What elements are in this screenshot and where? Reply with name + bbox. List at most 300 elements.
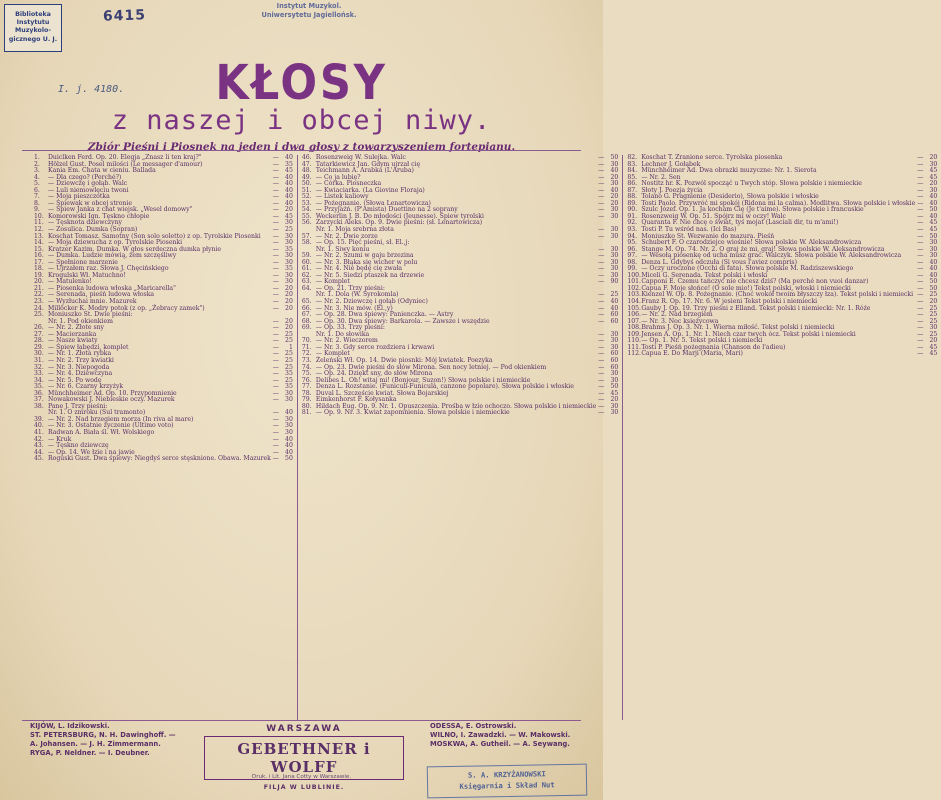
entry-dash: — [917,173,924,181]
entry-title: — Nr. 5. Po wodę [48,376,102,384]
entry-title: — Tęsknota dziewczyny [48,219,123,227]
handwritten-note: I. j. 4180. [58,84,125,95]
entry-price: 30 [929,252,938,260]
library-stamp-line: Instytutu [16,19,50,27]
entry-title: — Nr. 3. Gdy serce rozdziera i krwawi [315,343,435,351]
entry-number: 108. [627,324,641,332]
entry-number: 58. [301,239,312,247]
entry-number: 73. [301,356,312,364]
entry-number: 105. [627,304,641,312]
entry-dash: — [598,330,605,338]
entry-title: Weckerlin J. B. Do młodości (Jeunesse). Śpiew tyrolski [315,212,484,220]
collection-description: Zbiór Pieśni i Piosnek na jeden i dwa głosy z towarzyszeniem fortepianu. [87,141,516,153]
entry-title: Stange M. Op. 74. Nr. 2. O graj że mi, graj! Słowa polskie W. Aleksandrowicza [641,245,885,253]
entry-title: — Śpiew Janka z chat wiejsk. „Wesel domowy" [48,206,193,214]
entry-price: 30 [285,396,293,404]
entry-title: — Nr. 4. Nie będę cię zwała [315,265,403,273]
entry-number: 88. [627,193,638,201]
entry-price: 60 [610,350,619,358]
entry-dash: — [598,376,605,384]
entry-number: 4. [34,173,40,181]
entry-number: 21. [34,284,44,292]
entry-number: 111. [627,343,641,351]
entry-dash: — [917,350,924,358]
entry-title: Komorowski Ign. Tęskno chłopie [48,212,150,220]
entry-title: Kratzer Kazim. Dumka. W głos serdeczna dumka płynie [48,245,222,253]
entry-price: 30 [610,226,619,234]
entry-number: 38. [34,402,44,410]
entry-dash: — [917,311,924,319]
entry-number: 56. [301,219,312,227]
entry-number: 55. [301,212,312,220]
entry-number: 26. [34,324,44,332]
entry-title: — Nr. 2. Sen [641,173,681,181]
divider [22,720,581,721]
entry-dash: — [598,226,605,234]
entry-price: 35 [285,383,293,391]
entry-number: 37. [34,396,44,404]
entry-title: — Nr. 6. Czarny krzyżyk [48,383,124,391]
entry-dash: — [917,160,924,168]
entry-dash: — [272,435,279,443]
entry-number: 69. [301,324,312,332]
entry-title: — Op. 1. Nr. 5. Tekst polski i niemiecki [641,337,763,345]
entry-number: 48. [301,167,312,175]
entry-number: 70. [301,337,312,345]
entry-price: 50 [929,278,938,286]
entry-title: — Nr. 2. Szumi w gaju brzezina [315,252,414,260]
entry-dash: — [272,258,279,266]
entry-price: 30 [610,206,619,214]
entry-price: 30 [285,258,293,266]
entry-title: — Wyzłuchai mnie. Mazurek [48,298,137,306]
entry-dash: — [917,330,924,338]
entry-price: 20 [285,324,293,332]
entry-price: 30 [285,271,293,279]
entry-price: 20 [929,180,938,188]
entry-price: 20 [610,193,619,201]
entry-title: — Nasze kwiaty [48,337,98,345]
entry-price: 30 [285,389,293,397]
entry-dash: — [917,245,924,253]
entry-number: 112. [627,350,641,358]
entry-number: 13. [34,232,44,240]
entry-title: — Op. 28. Dwa śpiewy: Panienczka. — Astry [315,311,454,319]
entry-title: Nr. 1. O zmroku (Sul tramonto) [48,409,146,417]
entry-title: — Nr. 2. Trzy kwiatki [48,356,114,364]
entry-price: 25 [285,376,293,384]
entry-price: 40 [929,265,938,273]
entry-number: 85. [627,173,638,181]
entry-title: — Nr. 2. Dwie zorze [315,232,378,240]
entry-dash: — [272,396,279,404]
entry-title: — Matulenko! [48,278,92,286]
entry-price: 25 [929,330,938,338]
entry-title: — Moja dziewucha z op. Tyrolskie Piosenki [48,239,183,247]
entry-number: 66. [301,304,312,312]
entry-number: 45. [34,455,44,463]
entry-title: Nr. 1. Do słowika [315,330,370,338]
entry-title: — Dziewczę i gołąb. Walc [48,180,128,188]
entry-price: 30 [610,232,619,240]
entry-number: 106. [627,311,641,319]
entry-title: Koschat Tomasz. Samotny (Son solo soletto) z op. Tyrolskie Piosenki [48,232,261,240]
entry-number: 75. [301,370,312,378]
entry-price: 30 [610,376,619,384]
entry-title: Franz R. Op. 17. Nr. 6. W jesieni Tekst polski i niemiecki [641,298,818,306]
entry-dash: — [598,350,605,358]
entry-price: 30 [610,212,619,220]
entry-title: — Luli niemowlęciu twoni [48,186,129,194]
entry-dash: — [598,186,605,194]
entry-number: 103. [627,291,641,299]
entry-number: 94. [627,232,638,240]
entry-dash: — [598,278,605,286]
entry-title: Teichmann A. Arabka (L'Aruba) [315,167,414,175]
entry-number: 80. [301,402,312,410]
entry-price: 1 [288,343,293,351]
entry-title: — Nr. 3. Błąka się wicher w polu [315,258,418,266]
entry-dash: — [598,337,605,345]
entry-number: 68. [301,317,312,325]
entry-number: 101. [627,278,641,286]
entry-dash: — [917,298,924,306]
entry-dash: — [598,311,605,319]
entry-dash: — [272,298,279,306]
entry-title: Moniuszko St. Dwie pieśni: [48,311,133,319]
entry-number: 17. [34,258,44,266]
entry-price: 45 [929,226,938,234]
entry-dash: — [272,232,279,240]
agent-line: KIJÓW, L. Idzikowski. [30,722,110,730]
inventory-number: 6415 [102,7,147,25]
entry-title: — Komplet [315,278,350,286]
entry-dash: — [272,167,279,175]
entry-title: Capua E. Do Marji (Maria, Mari) [641,350,743,358]
entry-number: 79. [301,396,312,404]
entry-title: — Dla czego? (Perché?) [48,173,122,181]
entry-dash: — [272,337,279,345]
entry-price: 20 [929,298,938,306]
entry-price: 30 [610,180,619,188]
entry-price: 30 [285,239,293,247]
entry-dash: — [598,291,605,299]
entry-title: Capponi E. Czemu tańczyć nie chcesz dziś? (Ma perché non vuoi danzar) [641,278,869,286]
entry-title: Brahms J. Op. 3. Nr. 1. Wierna miłość. Tekst polski i niemiecki [641,324,835,332]
entry-title: — Nr. 2. Wieczorem [315,337,378,345]
entry-dash: — [917,212,924,220]
entry-dash: — [272,428,279,436]
entry-title: — Spełnione marzenie [48,258,118,266]
entry-number: 93. [627,226,638,234]
entry-price: 20 [929,337,938,345]
entry-number: 20. [34,278,44,286]
entry-number: 9. [34,206,40,214]
entry-title: — Przyjaźń. (P'Amista) Duettino na 2 soprany [315,206,458,214]
entry-number: 12. [34,226,44,234]
entry-price: 40 [285,409,293,417]
entry-number: 99. [627,265,638,273]
entry-number: 87. [627,186,638,194]
entry-price: 20 [285,304,293,312]
entry-dash: — [917,219,924,227]
entry-number: 41. [34,428,44,436]
entry-number: 34. [34,376,44,384]
entry-number: 64. [301,284,312,292]
entry-price: 90 [610,278,619,286]
entry-number: 33. [34,370,44,378]
entry-title: — Nr. 3. Noc księżycowa [641,317,719,325]
entry-dash: — [598,383,605,391]
entry-number: 91. [627,212,638,220]
entry-title: Żeleński Wł. Op. 14. Dwie piosnki: Mój kwiatek. Poezyka [315,356,493,364]
entry-dash: — [272,271,279,279]
entry-dash: — [598,212,605,220]
entry-dash: — [272,422,279,430]
entry-price: 60 [610,317,619,325]
entry-title: Tatarkiewicz Jan. Gdym ujrzał cię [315,160,421,168]
entry-title: Quaranta F. Nie chcę o świat, tyś mojat (Lasciali dir, tu m'ami!) [641,219,839,227]
entry-number: 102. [627,284,641,292]
entry-number: 7. [34,193,40,201]
entry-number: 97. [627,252,638,260]
entry-price: 30 [929,245,938,253]
entry-number: 40. [34,422,44,430]
entry-dash: — [917,186,924,194]
entry-title: Gauby J. Op. 19. Trzy pieśni z Elland. Tekst polski i niemiecki: Nr. 1. Róże [641,304,871,312]
entry-dash: — [272,415,279,423]
entry-title: Pane J. Trzy pieśni: [48,402,108,410]
entry-price: 30 [929,324,938,332]
entry-dash: — [598,173,605,181]
entry-title: — Córka. Piosneczka [315,180,382,188]
entry-number: 6. [34,186,40,194]
entry-title: — Op. 23. Dwie pieśni do słów Mirona. Sen nocy letniej. — Pod okienkiem [315,363,547,371]
entry-price: 30 [929,239,938,247]
entry-number: 51. [301,186,312,194]
entry-dash: — [598,193,605,201]
entry-title: Radwan A. Biała śl. Wł. Wolskiego [48,428,155,436]
entry-number: 1. [34,154,40,161]
library-stamp [4,4,62,52]
entry-price: 40 [929,193,938,201]
entry-dash: — [272,324,279,332]
entry-number: 11. [34,219,44,227]
page-title: KŁOSY [215,55,388,111]
entry-title: Denza L. Gdybyś odczuła (Si vous l'aviez compris) [641,258,797,266]
entry-number: 65. [301,298,312,306]
entry-price: 30 [285,219,293,227]
entry-title: Koschat T. Zranione serce. Tyrolska piosenka [641,154,783,161]
entry-number: 35. [34,383,44,391]
entry-title: Hildach Eug. Op. 9. Nr. 1. Opuszczenia. Prośba w łzie ochoczo. Słowa polskie i niemieckie [315,402,597,410]
entry-price: 30 [285,428,293,436]
entry-dash: — [917,337,924,345]
entry-price: 60 [610,363,619,371]
entry-dash: — [598,363,605,371]
entry-price: 45 [929,350,938,358]
entry-number: 29. [34,343,44,351]
catalog-entry [627,351,937,358]
entry-number: 77. [301,383,312,391]
entry-dash: — [917,199,924,207]
entry-title: Nr. 1. Siwy koniu [315,245,370,253]
entry-price: 30 [610,409,619,417]
entry-dash: — [272,206,279,214]
entry-number: 36. [34,389,44,397]
entry-price: 30 [285,252,293,260]
entry-dash: — [598,356,605,364]
entry-dash: — [917,252,924,260]
entry-dash: — [598,258,605,266]
entry-price: 40 [285,173,293,181]
entry-dash: — [598,409,605,417]
entry-number: 107. [627,317,641,325]
entry-dash: — [917,239,924,247]
entry-price: 40 [929,199,938,207]
agents-right [430,722,578,749]
entry-price: 30 [610,160,619,168]
entry-price: 40 [929,212,938,220]
entry-price: 50 [610,154,619,161]
entry-price: 25 [285,226,293,234]
entry-number: 74. [301,363,312,371]
entry-dash: — [272,304,279,312]
entry-dash: — [917,167,924,175]
entry-number: 61. [301,265,312,273]
entry-dash: — [272,409,279,417]
entry-number: 63. [301,278,312,286]
entry-price: 20 [610,396,619,404]
entry-dash: — [272,343,279,351]
entry-dash: — [917,154,924,161]
entry-title: Słoty J. Poezja życia [641,186,703,194]
entry-price: 40 [285,193,293,201]
agent-line: MOSKWA, A. Gutheil. — A. Seywang. [430,740,570,748]
entry-title: — Nr. 2. Złote sny [48,324,105,332]
entry-price: 35 [285,160,293,168]
entry-title: — Komplet [315,350,350,358]
entry-title: Nr. 1. Dola (W. Syrokomla) [315,291,399,299]
entry-price: 30 [929,186,938,194]
entry-title: Rosenzweig W. Sulejka. Walc [315,154,406,161]
entry-title: — Nr. 4. Dziewczyna [48,370,113,378]
entry-number: 32. [34,363,44,371]
entry-title: — Pożegnanie. (Słowa Lenartowicza) [315,199,431,207]
entry-number: 43. [34,442,44,450]
entry-number: 109. [627,330,641,338]
publisher-name: GEBETHNER i WOLFF [204,736,404,780]
entry-price: 50 [285,455,293,463]
entry-price: 50 [610,383,619,391]
entry-price: 30 [610,271,619,279]
entry-number: 49. [301,173,312,181]
entry-dash: — [272,383,279,391]
entry-dash: — [917,271,924,279]
entry-price: 25 [285,356,293,364]
entry-price: 40 [610,186,619,194]
entry-title: — Op. 21. Trzy pieśni: [315,284,385,292]
entry-number: 84. [627,167,638,175]
entry-dash: — [917,284,924,292]
entry-price: 25 [285,350,293,358]
publisher-city: WARSZAWA [266,724,342,734]
entry-title: Szulc Józef. Op. 1. Ja kocham Cię (Je t'aime). Słowa polskie i francuskie [641,206,864,214]
entry-price: 45 [929,343,938,351]
entry-price: 30 [610,330,619,338]
entry-title: Nr. 1. Moja srebrna złota [315,226,394,234]
entry-number: 83. [627,160,638,168]
entry-number: 76. [301,376,312,384]
entry-title: — Nr. 2. Nad brzegiem morza (In riva al mare) [48,415,194,423]
entry-number: 60. [301,258,312,266]
entry-number: 92. [627,219,638,227]
entry-number: 3. [34,167,40,175]
entry-price: 40 [285,448,293,456]
entry-number: 16. [34,252,44,260]
entry-title: — Nr. 1. Złota rybka [48,350,112,358]
divider [22,150,581,151]
entry-title: Capua F. Moje słońce! (O sole mio!) Tekst polski, włoski i niemiecki [641,284,851,292]
entry-dash: — [272,180,279,188]
entry-price: 25 [929,304,938,312]
entry-title: — Oczy uroczone (Occhi di fata). Słowa polskie M. Radziszewskiego [641,265,854,273]
entry-price: 45 [929,219,938,227]
entry-dash: — [917,232,924,240]
entry-dash: — [272,291,279,299]
entry-dash: — [917,193,924,201]
entry-dash: — [917,343,924,351]
entry-dash: — [598,206,605,214]
entry-title: — Nr. 2. Dziewczę i gołąb (Odyniec) [315,298,428,306]
entry-price: 25 [929,311,938,319]
entry-number: 22. [34,291,44,299]
entry-title: Kania Em. Chata w cieniu. Ballada [48,167,156,175]
entry-number: 50. [301,180,312,188]
entry-number: 39. [34,415,44,423]
entry-title: — Tęskno dziewczę [48,442,109,450]
agent-line: WILNO, I. Zawadzki. — W. Makowski. [430,731,571,739]
entry-title: Nostitz hr. K. Pozwól spocząć u Twych stóp. Słowa polskie i niemieckie [641,180,862,188]
entry-title: — Ujrzałem raz. Słowa J. Chęcińskiego [48,265,169,273]
entry-title: — Macierzanka [48,330,97,338]
entry-dash: — [272,199,279,207]
entry-price: 50 [929,232,938,240]
entry-number: 96. [627,245,638,253]
entry-price: 30 [610,402,619,410]
entry-number: 78. [301,389,312,397]
entry-number: 110. [627,337,641,345]
entry-dash: — [598,271,605,279]
entry-title: — Śpiew łabędzi, komplet [48,343,129,351]
publisher-branch: FILJA W LUBLINIE. [263,784,345,791]
entry-price: 20 [285,298,293,306]
entry-price: 30 [610,337,619,345]
entry-price: 25 [929,317,938,325]
entry-title: — Op. 24. Dziękt sny, do słów Mirona [315,370,433,378]
institute-stamp [250,2,368,20]
entry-dash: — [598,160,605,168]
publisher-block [178,722,430,791]
entry-dash: — [598,402,605,410]
entry-title: Nowakowski J. Niebieskie oczy. Mazurek [48,396,175,404]
entry-price: 45 [285,167,293,175]
entry-dash: — [272,154,279,161]
entry-number: 46. [301,154,312,161]
entry-number: 95. [627,239,638,247]
entry-price: 25 [285,363,293,371]
catalog-entry [302,410,618,417]
